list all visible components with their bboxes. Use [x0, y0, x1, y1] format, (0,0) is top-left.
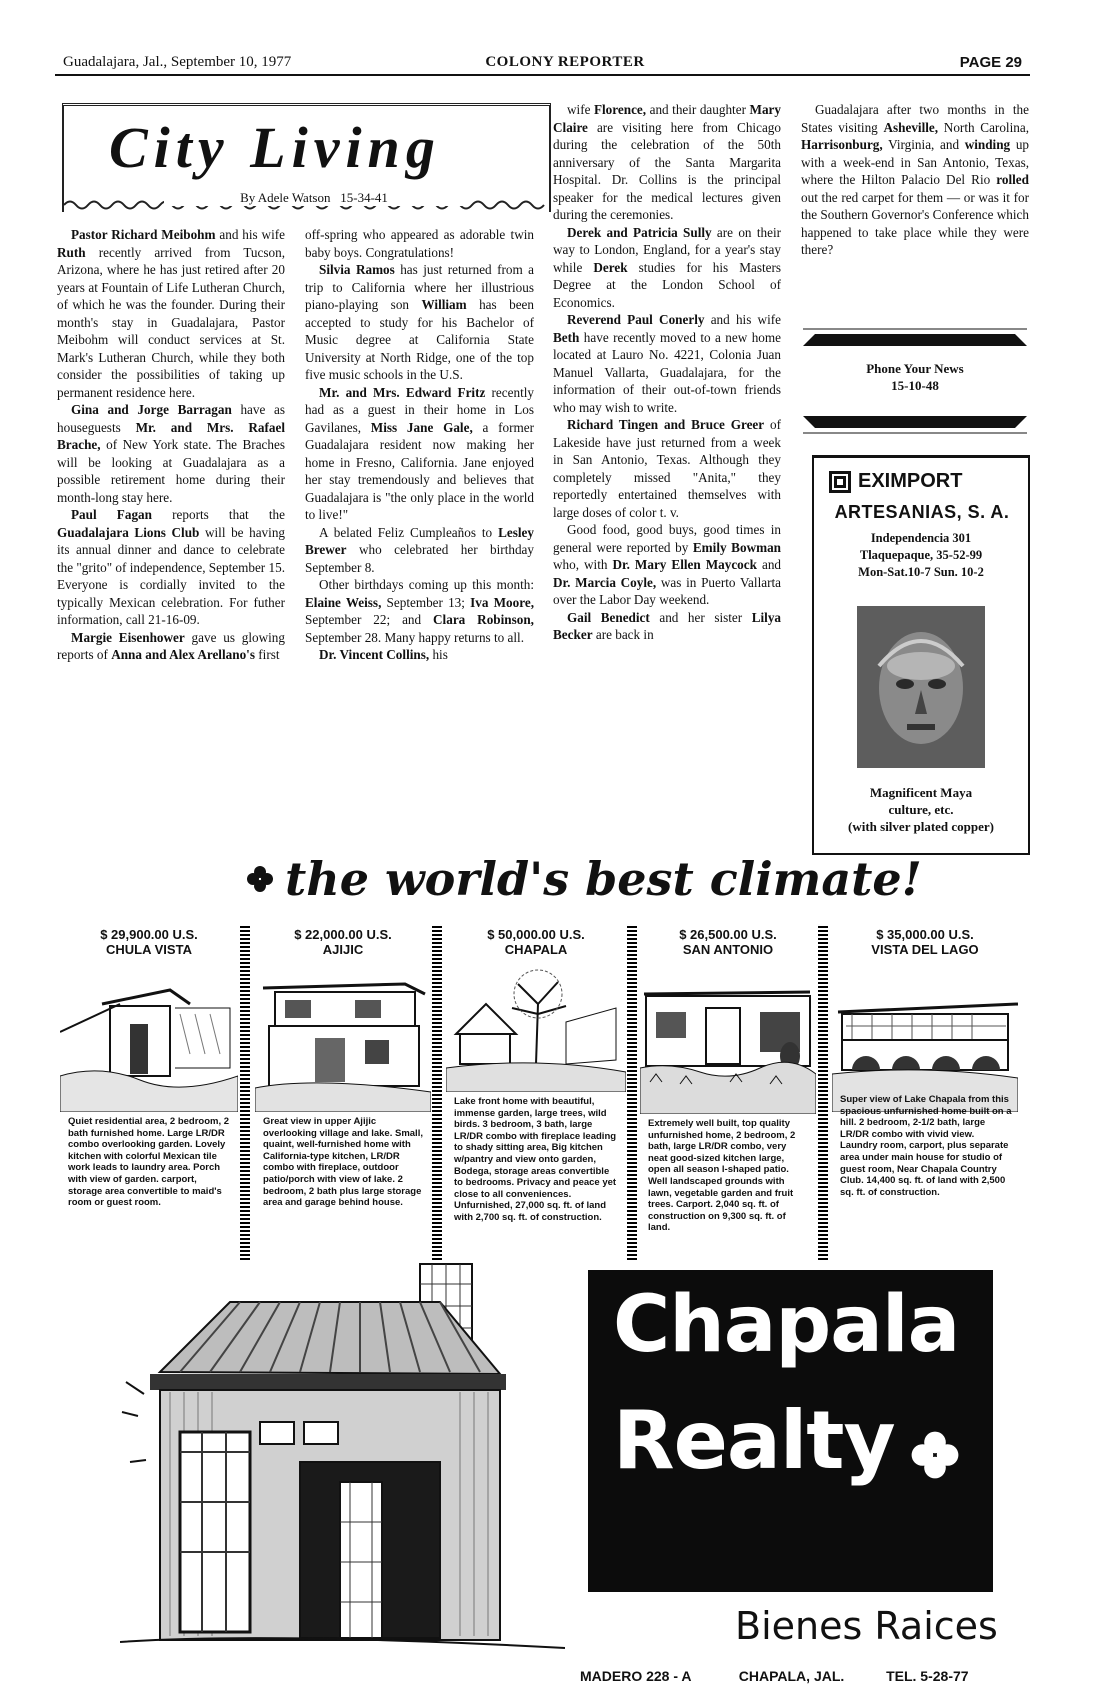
realty-city: CHAPALA, JAL.: [738, 1668, 845, 1684]
article-column-4: [801, 101, 1029, 321]
listing-town: SAN ANTONIO: [682, 942, 774, 957]
article-paragraph: Dr. Vincent Collins, his: [319, 647, 448, 662]
listing-town: AJIJIC: [322, 942, 364, 957]
listing-price: $ 22,000.00 U.S.: [294, 927, 392, 942]
eximport-logo-icon: [828, 470, 852, 494]
article-column-3: [553, 101, 781, 857]
listing-separator: [627, 925, 637, 1260]
listing-separator: [818, 925, 828, 1260]
article-paragraph: Guadalajara after two months in the States visiting Asheville, North Carolina, Harrisonburg, Virginia, and winding up with a week-end in San Antonio, Texas, where the Hilton Palacio Del Rio rolled out the red carpet for them — or was it for the Southern Governor's Conference which happened to take place while they were there?: [801, 102, 1030, 257]
byline-author: By Adele Watson: [240, 190, 331, 205]
header-page-number: PAGE 29: [959, 54, 1022, 71]
listing-vista-del-lago: [832, 928, 1018, 1258]
article-paragraph: Gail Benedict and her sister Lilya Becker are back in: [553, 609, 782, 642]
realty-phone: TEL. 5-28-77: [886, 1668, 969, 1684]
decorative-divider: [803, 328, 1027, 350]
eximport-name: EXIMPORT: [858, 470, 963, 492]
chapala-realty-ad: [588, 1270, 993, 1592]
clover-icon: [908, 1428, 962, 1482]
article-paragraph: off-spring who appeared as adorable twin baby boys. Congratulations!: [305, 227, 534, 260]
realty-contact: [580, 1668, 1000, 1684]
eximport-hours: Mon-Sat.10-7 Sun. 10-2: [858, 565, 984, 579]
listing-price: $ 50,000.00 U.S.: [487, 927, 585, 942]
listing-chula-vista: [60, 928, 238, 1258]
phone-your-news-box: [803, 360, 1027, 394]
header-paper-name: COLONY REPORTER: [485, 54, 645, 70]
climate-headline: the world's best climate!: [285, 852, 922, 906]
house-illustration: [120, 1262, 565, 1657]
article-paragraph: Other birthdays coming up this month: Elaine Weiss, September 13; Iva Moore, September 22; and Clara Robinson, September 28. Many happy returns to all.: [305, 577, 534, 645]
listing-description: Extremely well built, top quality unfurnished home, 2 bedroom, 2 bath, large LR/DR combo, very neat good-sized kitchen large, open all season l-shaped patio. Well landscaped grounds with lawn, vegetable garden and fruit trees. Carport. 2,040 sq. ft. of construction on 9,300 sq. ft. of land.: [648, 1118, 796, 1234]
listing-separator: [240, 925, 250, 1260]
article-paragraph: A belated Feliz Cumpleaños to Lesley Brewer who celebrated her birthday September 8.: [305, 524, 534, 575]
listing-ajijic: [255, 928, 431, 1258]
listing-description: Quiet residential area, 2 bedroom, 2 bath furnished home. Large LR/DR combo overlooking garden. Lovely kitchen with colorful Mexican tile work leads to laundry area. Porch with view of garden. carport, storage area convertible to maid's room or guest room.: [68, 1116, 230, 1209]
caption-line: Magnificent Maya: [869, 785, 973, 800]
artesanias-name: ARTESANIAS, S. A.: [834, 502, 1010, 522]
listing-separator: [432, 925, 442, 1260]
eximport-caption: [814, 784, 1028, 835]
caption-line: (with silver plated copper): [848, 819, 994, 834]
realty-address: MADERO 228 - A: [580, 1668, 691, 1684]
listing-price: $ 35,000.00 U.S.: [876, 927, 974, 942]
eximport-contact: [814, 530, 1028, 581]
house-sketch-vista-del-lago: [832, 964, 1018, 1112]
article-paragraph: Mr. and Mrs. Edward Fritz recently had as a guest in their home in Los Gavilanes, Miss Jane Gale, a former Guadalajara resident now making her home in Fresno, California. Jane enjoyed her stay tremendously and believes that Guadalajara is "the only place in the world to live!": [305, 384, 535, 522]
maya-mask-image: [857, 606, 985, 768]
listing-san-antonio: [640, 928, 816, 1258]
eximport-city-phone: Tlaquepaque, 35-52-99: [859, 548, 983, 562]
house-sketch-ajijic: [255, 964, 431, 1112]
page-header: [55, 52, 1030, 76]
listing-description: Super view of Lake Chapala from this spacious unfurnished home built on a hill. 2 bedroom, 2-1/2 bath, large LR/DR combo with vivid view. Laundry room, carport, plus separate area under main house for studio of guest room, Near Chapala Country Club. 14,400 sq. ft. of land with 2,500 sq. ft. of construction.: [840, 1094, 1012, 1198]
article-paragraph: Silvia Ramos has just returned from a trip to California where her illustrious piano-playing son William has been accepted to study for his Bachelor of Music degree at California State University at North Ridge, one of the top five music schools in the U.S.: [305, 262, 534, 382]
article-paragraph: wife Florence, and their daughter Mary Claire are visiting here from Chicago during the celebration of the 50th anniversary of the Santa Margarita Hospital. Dr. Collins is the principal speaker for the medical lectures given during the ceremonies.: [553, 102, 781, 222]
phone-box-line-2: 15-10-48: [891, 378, 939, 393]
listing-price: $ 29,900.00 U.S.: [100, 927, 198, 942]
article-paragraph: Richard Tingen and Bruce Greer of Lakeside have just returned from a week in San Antonio, Texas. Although they completely missed "Anita," they reportedly entertained themselves with large doses of color t. v.: [553, 417, 781, 520]
decorative-divider: [803, 412, 1027, 434]
listing-description: Great view in upper Ajijic overlooking village and lake. Small, quaint, well-furnished home with California-type kitchen, LR/DR combo with fireplace, outdoor patio/porch with view of lake. 2 bedroom, 2 bath plus large storage area and garage behind house.: [263, 1116, 423, 1209]
article-paragraph: Reverend Paul Conerly and his wife Beth have recently moved to a new home located at Lauro No. 4221, Colonia Juan Manuel Vallarta, Guadalajara, for the information of their out-of-town friends who may wish to write.: [553, 312, 781, 415]
article-paragraph: Pastor Richard Meibohm and his wife Ruth recently arrived from Tucson, Arizona, where he has just retired after 20 years at Fountain of Life Lutheran Church, of which he was the founder. During their month's stay in Guadalajara, Pastor Meibohm will conduct services at St. Mark's Lutheran Church, while they both consider the possibilities of taking up permanent residence here.: [57, 227, 285, 400]
listing-town: CHULA VISTA: [106, 942, 192, 957]
realty-subtitle: Bienes Raices: [735, 1604, 998, 1648]
article-column-2: [305, 226, 534, 856]
column-title: City Living: [109, 115, 441, 180]
article-paragraph: Good food, good buys, good times in general were reported by Emily Bowman who, with Dr. Mary Ellen Maycock and Dr. Marcia Coyle, was in Puerto Vallarta over the Labor Day weekend.: [553, 522, 782, 607]
phone-box-line-1: Phone Your News: [866, 361, 964, 376]
listing-town: CHAPALA: [504, 942, 568, 957]
realty-word-chapala: Chapala: [613, 1280, 960, 1370]
article-paragraph: Margie Eisenhower gave us glowing reports of Anna and Alex Arellano's first: [57, 629, 285, 662]
house-sketch-chapala: [446, 964, 626, 1092]
listing-chapala: [446, 928, 626, 1258]
listing-price: $ 26,500.00 U.S.: [679, 927, 777, 942]
article-paragraph: Derek and Patricia Sully are on their way to London, England, for a year's stay while Derek studies for his Masters Degree at the London School of Economics.: [553, 224, 781, 310]
eximport-advertisement: [812, 455, 1030, 855]
column-banner: [62, 103, 551, 212]
byline-phone: 15-34-41: [340, 190, 388, 205]
listing-town: VISTA DEL LAGO: [871, 942, 979, 957]
clover-icon: [245, 864, 275, 894]
header-date: Guadalajara, Jal., September 10, 1977: [63, 54, 292, 70]
house-sketch-san-antonio: [640, 964, 816, 1114]
listing-description: Lake front home with beautiful, immense garden, large trees, wild birds. 3 bedroom, 3 bath, large LR/DR combo with fireplace leading to shady sitting area, Big kitchen w/pantry and view onto garden, Bodega, storage areas convertible to bedrooms. Privacy and peace yet close to all conveniences. Unfurnished, 27,000 sq. ft. of land with 2,700 sq. ft. of construction.: [454, 1096, 617, 1223]
realty-word-realty: Realty: [613, 1394, 895, 1487]
caption-line: culture, etc.: [888, 802, 954, 817]
article-column-1: [57, 226, 285, 856]
article-paragraph: Paul Fagan reports that the Guadalajara Lions Club will be having its annual dinner and dance to celebrate the "grito" of independence, September 15. Everyone is cordially invited to the typically Mexican celebration. For futher information, call 21-16-09.: [57, 507, 286, 627]
column-byline: [164, 190, 464, 206]
house-sketch-chula-vista: [60, 964, 238, 1112]
article-paragraph: Gina and Jorge Barragan have as houseguests Mr. and Mrs. Rafael Brache, of New York state. The Braches will be looking at Guadalajara as a possible retirement home during their month-long stay here.: [57, 402, 285, 505]
eximport-address: Independencia 301: [870, 531, 972, 545]
